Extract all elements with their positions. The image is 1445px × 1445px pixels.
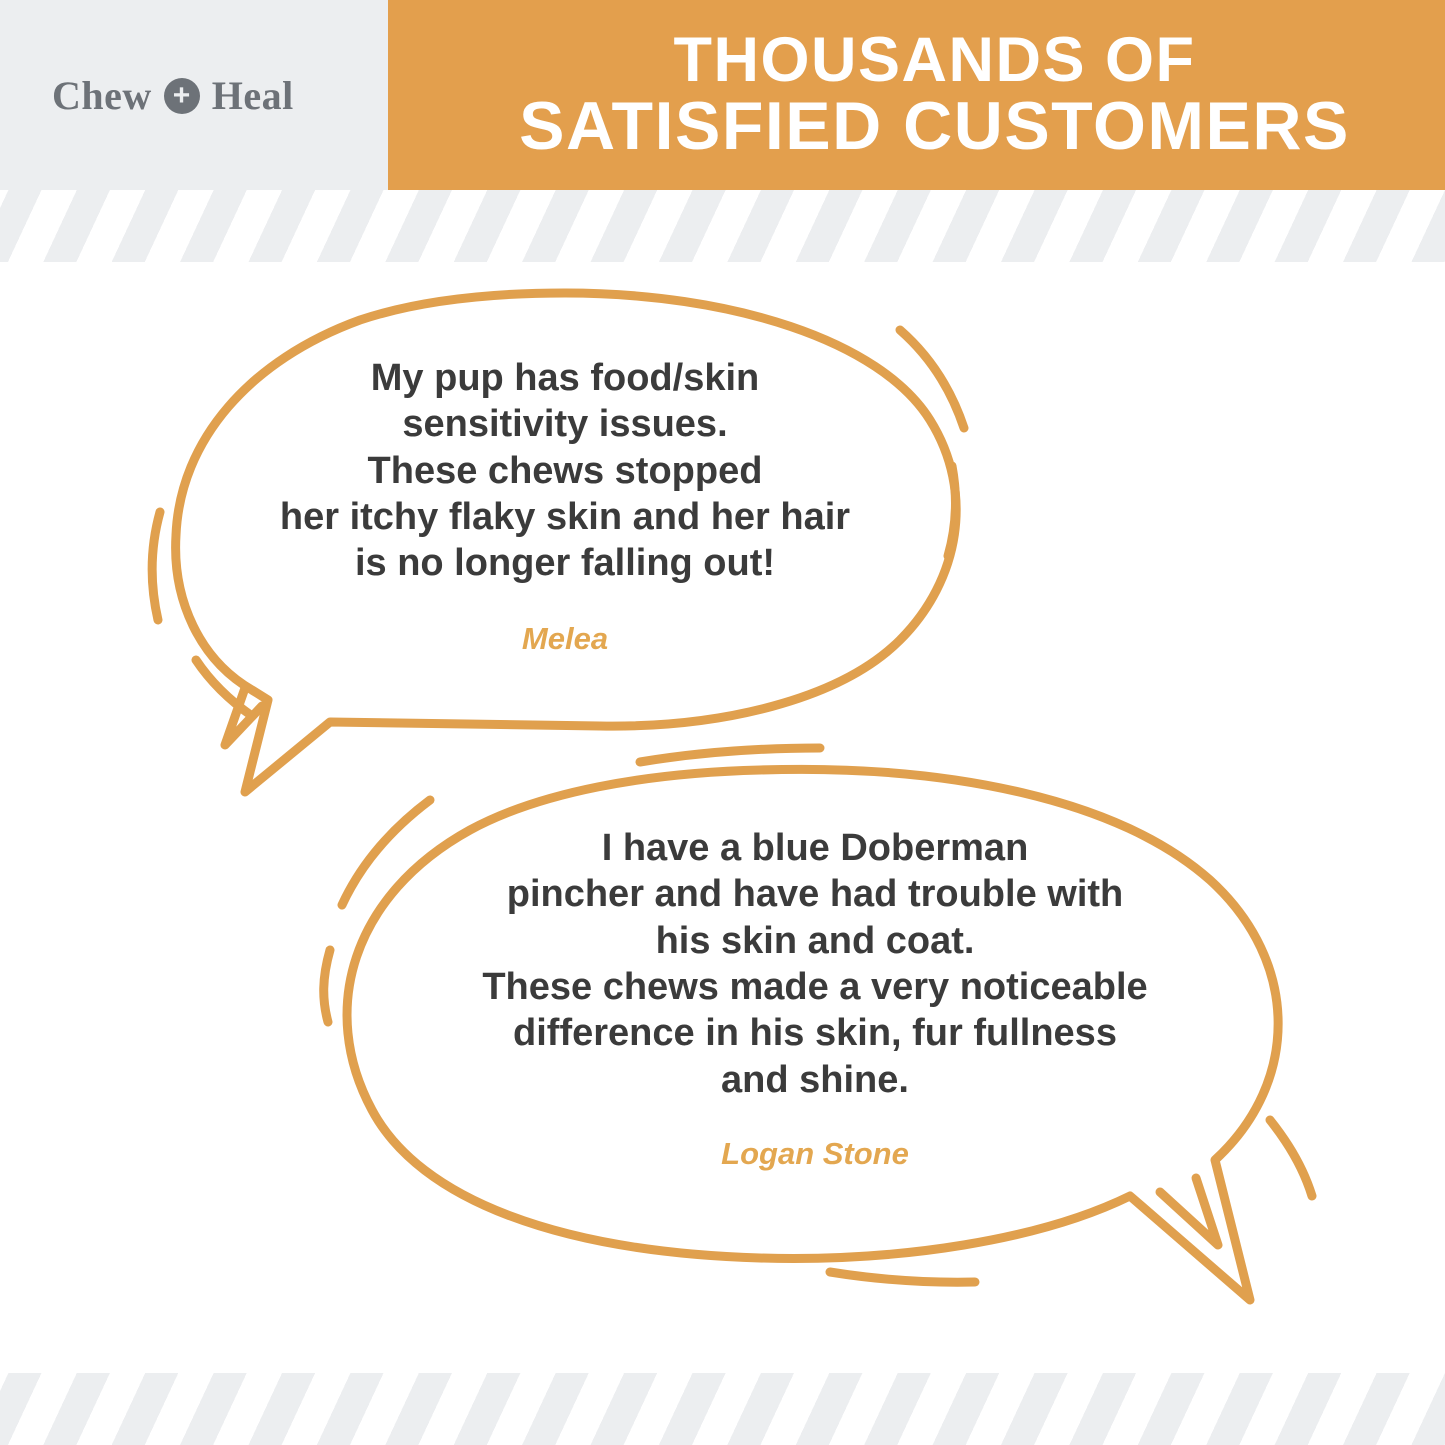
testimonial-1-line: is no longer falling out! bbox=[354, 542, 776, 585]
testimonial-1-line: My pup has food/skin bbox=[370, 357, 760, 399]
brand-name-second: Heal bbox=[211, 73, 294, 118]
page-title-line-1: THOUSANDS OF bbox=[673, 25, 1196, 96]
speech-bubble-2-motion-top bbox=[640, 748, 820, 762]
testimonial-1-author: Melea bbox=[521, 621, 609, 656]
stripe-band-bottom bbox=[0, 1373, 1445, 1445]
testimonial-2-line: and shine. bbox=[721, 1058, 909, 1101]
testimonial-2-line: I have a blue Doberman bbox=[601, 827, 1029, 869]
speech-bubble-2-motion-bottom bbox=[830, 1272, 975, 1282]
testimonial-1-text bbox=[245, 355, 885, 587]
speech-bubble-2-motion-left-2 bbox=[324, 950, 330, 1022]
speech-bubble-1-tail-accent bbox=[225, 688, 262, 745]
testimonial-1-line: her itchy flaky skin and her hair bbox=[279, 496, 851, 539]
testimonial-2-line: difference in his skin, fur fullness bbox=[513, 1012, 1117, 1055]
speech-bubble-1-motion-right-2 bbox=[948, 466, 955, 556]
speech-bubble-2-motion-right-1 bbox=[1270, 1120, 1312, 1196]
stripe-band-top bbox=[0, 190, 1445, 262]
plus-icon: + bbox=[164, 78, 200, 114]
speech-bubble-2-motion-left-1 bbox=[342, 800, 430, 905]
testimonial-2-author: Logan Stone bbox=[721, 1136, 909, 1171]
stripe-pattern bbox=[0, 1373, 1445, 1445]
logo-panel bbox=[0, 0, 420, 190]
testimonial-2-text bbox=[440, 825, 1190, 1103]
testimonial-2-line: his skin and coat. bbox=[655, 919, 975, 962]
testimonial-2-line: These chews made a very noticeable bbox=[482, 966, 1148, 1009]
speech-bubble-2-tail-accent bbox=[1160, 1178, 1218, 1245]
brand-name-first: Chew bbox=[52, 73, 152, 118]
speech-bubble-1-motion-left-2 bbox=[196, 660, 252, 716]
testimonial-2-line: pincher and have had trouble with bbox=[506, 873, 1124, 916]
page-title-line-2: SATISFIED CUSTOMERS bbox=[519, 88, 1350, 165]
testimonial-1-line: These chews stopped bbox=[367, 449, 763, 492]
page-title bbox=[424, 0, 1445, 190]
page-header bbox=[0, 0, 1445, 190]
brand-logo bbox=[52, 72, 294, 119]
stripe-pattern bbox=[0, 190, 1445, 262]
speech-bubble-1-motion-left-1 bbox=[152, 512, 160, 620]
speech-bubble-1-motion-right-1 bbox=[900, 330, 964, 428]
testimonial-1-line: sensitivity issues. bbox=[402, 403, 728, 446]
